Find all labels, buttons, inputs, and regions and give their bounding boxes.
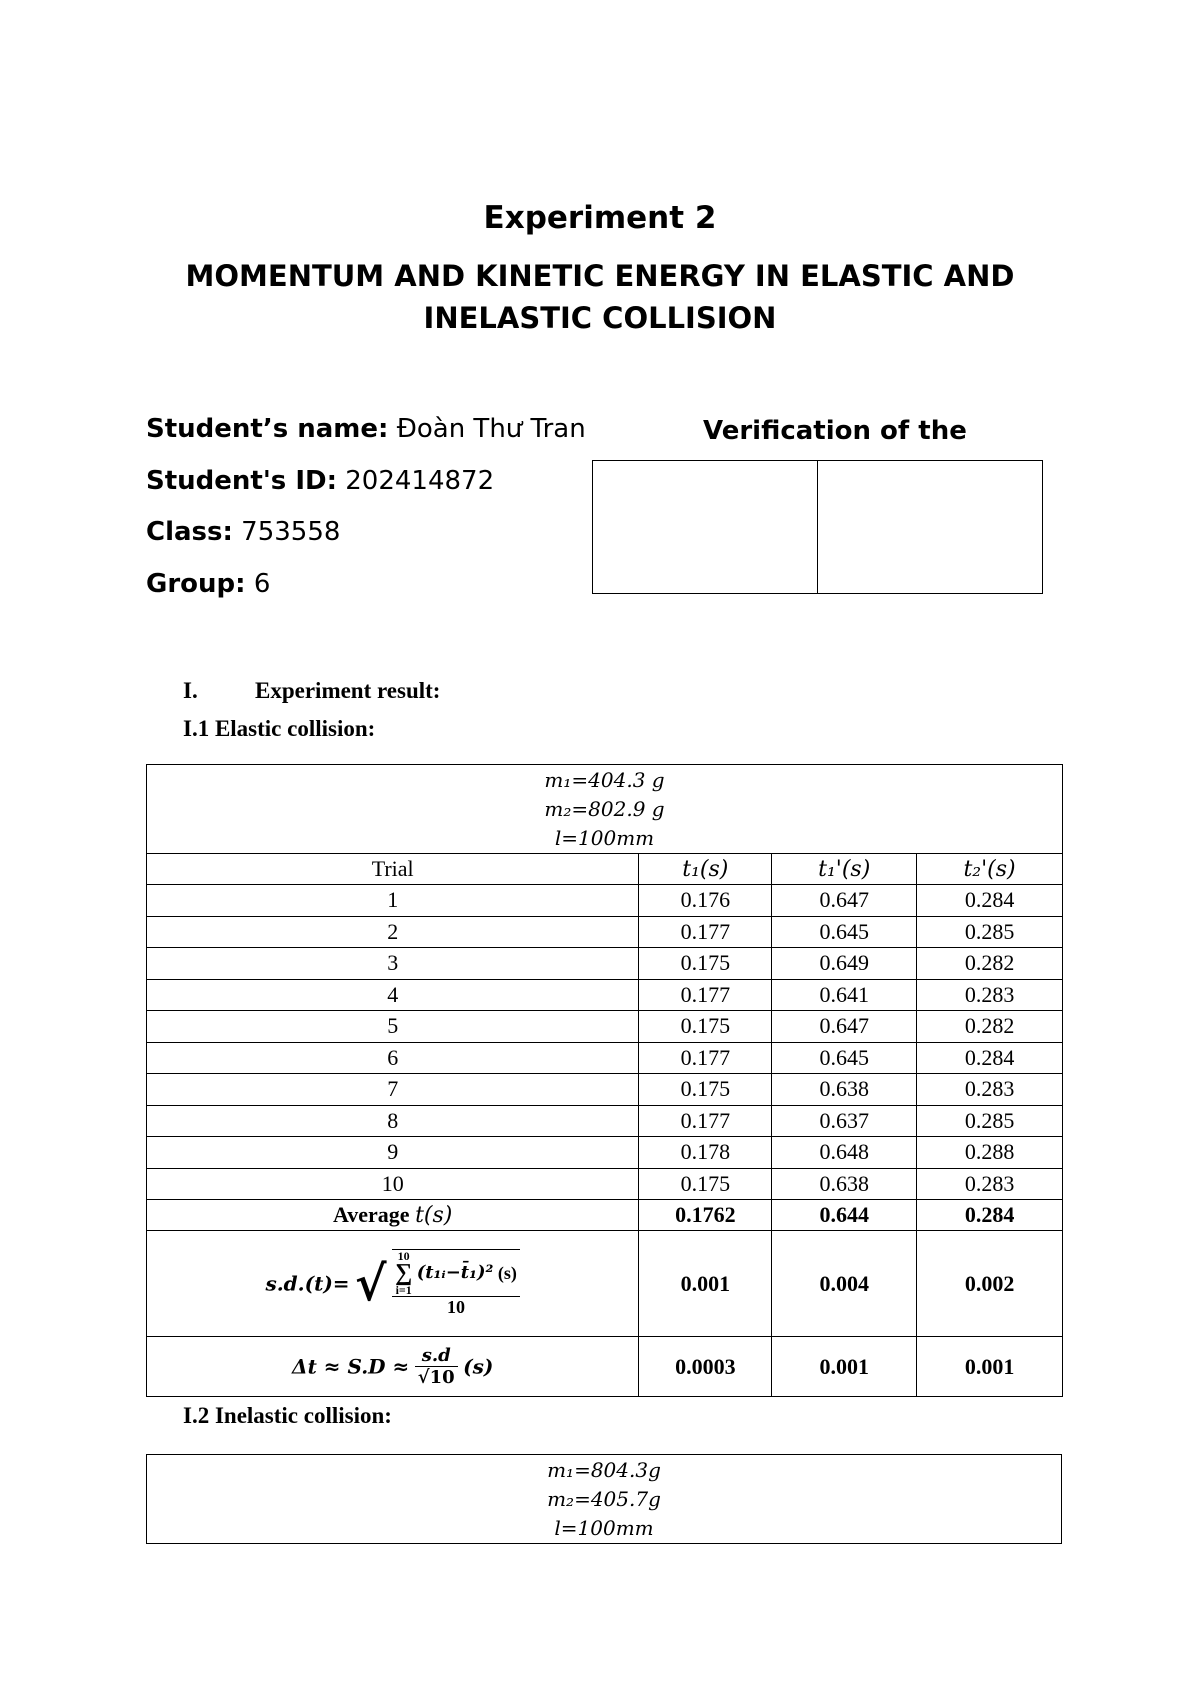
class-value: 753558 [241, 517, 341, 547]
t1-prime-cell: 0.641 [772, 979, 917, 1011]
t2-prime-cell: 0.284 [917, 885, 1063, 917]
t1-prime-cell: 0.647 [772, 1011, 917, 1043]
inelastic-param-l: l=100mm [554, 1515, 654, 1540]
trial-cell: 8 [147, 1105, 639, 1137]
table-row [147, 885, 1063, 917]
sigma-icon: ∑ [395, 1260, 413, 1286]
delta-numerator: s.d [415, 1345, 458, 1367]
t1-prime-cell: 0.638 [772, 1074, 917, 1106]
t2-prime-cell: 0.284 [917, 1042, 1063, 1074]
t1-prime-cell: 0.645 [772, 916, 917, 948]
t2-prime-cell: 0.285 [917, 1105, 1063, 1137]
col-header-t2-prime: t₂'(s) [917, 854, 1063, 885]
table-row [147, 1011, 1063, 1043]
t2-prime-cell: 0.283 [917, 1074, 1063, 1106]
elastic-param-m2: m₂=802.9 g [544, 796, 665, 821]
delta-t-row [147, 1337, 1063, 1397]
trial-cell: 3 [147, 948, 639, 980]
t1-prime-cell: 0.638 [772, 1168, 917, 1200]
inelastic-param-m2: m₂=405.7g [547, 1486, 661, 1511]
t1-prime-cell: 0.647 [772, 885, 917, 917]
trial-cell: 2 [147, 916, 639, 948]
t2-prime-cell: 0.282 [917, 1011, 1063, 1043]
t2-prime-cell: 0.285 [917, 916, 1063, 948]
student-id-value: 202414872 [345, 466, 495, 496]
delta-fraction [415, 1345, 458, 1388]
document-title: MOMENTUM AND KINETIC ENERGY IN ELASTIC AND INELASTIC COLLISION [185, 259, 1015, 335]
sum-term: (t₁ᵢ−t̄₁)² [416, 1262, 494, 1283]
verification-cell-left [593, 461, 817, 593]
delta-formula-cell [147, 1337, 639, 1397]
elastic-params-cell [147, 765, 1063, 854]
t1-cell: 0.178 [639, 1137, 772, 1169]
table-row [147, 1074, 1063, 1106]
t2-prime-cell: 0.283 [917, 1168, 1063, 1200]
class-line [146, 517, 340, 547]
t1-cell: 0.177 [639, 979, 772, 1011]
section-1-number: I. [183, 678, 198, 703]
t2-prime-cell: 0.288 [917, 1137, 1063, 1169]
group-value: 6 [253, 569, 271, 599]
verification-title: Verification of the [703, 416, 967, 446]
delta-unit: (s) [463, 1354, 494, 1379]
trial-cell: 1 [147, 885, 639, 917]
average-row [147, 1200, 1063, 1231]
delta-t2-prime: 0.001 [917, 1337, 1063, 1397]
t2-prime-cell: 0.283 [917, 979, 1063, 1011]
elastic-collision-table [146, 764, 1063, 1397]
table-row [147, 979, 1063, 1011]
t1-cell: 0.175 [639, 1011, 772, 1043]
inelastic-params-cell [147, 1455, 1062, 1544]
col-header-trial: Trial [147, 854, 639, 885]
inelastic-param-m1: m₁=804.3g [547, 1457, 661, 1482]
group-line [146, 569, 270, 599]
standard-deviation-row [147, 1231, 1063, 1337]
trial-cell: 7 [147, 1074, 639, 1106]
trial-cell: 6 [147, 1042, 639, 1074]
average-t2-prime: 0.284 [917, 1200, 1063, 1231]
inelastic-collision-table [146, 1454, 1062, 1544]
sd-formula-cell [147, 1231, 639, 1337]
sd-fraction [392, 1249, 520, 1318]
sd-t2-prime: 0.002 [917, 1231, 1063, 1337]
t1-cell: 0.175 [639, 948, 772, 980]
t1-cell: 0.177 [639, 916, 772, 948]
trial-cell: 4 [147, 979, 639, 1011]
student-id-line [146, 466, 494, 496]
average-t1-prime: 0.644 [772, 1200, 917, 1231]
sd-denominator: 10 [447, 1297, 465, 1317]
delta-label: Δt ≈ S.D ≈ [292, 1354, 410, 1379]
delta-t1-prime: 0.001 [772, 1337, 917, 1397]
delta-denominator: √10 [417, 1367, 455, 1388]
t1-prime-cell: 0.645 [772, 1042, 917, 1074]
average-label: Average [333, 1202, 410, 1227]
t2-prime-cell: 0.282 [917, 948, 1063, 980]
t1-prime-cell: 0.648 [772, 1137, 917, 1169]
trial-cell: 9 [147, 1137, 639, 1169]
sd-t1-prime: 0.004 [772, 1231, 917, 1337]
experiment-number: Experiment 2 [483, 200, 717, 236]
elastic-param-l: l=100mm [554, 825, 655, 850]
t1-cell: 0.176 [639, 885, 772, 917]
class-label: Class: [146, 517, 233, 547]
table-row [147, 1105, 1063, 1137]
average-label-math: t(s) [415, 1203, 453, 1228]
sd-unit: (s) [497, 1263, 517, 1283]
verification-box [592, 460, 1043, 594]
t1-cell: 0.177 [639, 1042, 772, 1074]
col-header-t1: t₁(s) [639, 854, 772, 885]
t1-cell: 0.177 [639, 1105, 772, 1137]
student-name-label: Student’s name: [146, 414, 389, 444]
sum-lower-limit: i=1 [395, 1283, 412, 1297]
table-row [147, 1042, 1063, 1074]
t1-prime-cell: 0.649 [772, 948, 917, 980]
sd-t1: 0.001 [639, 1231, 772, 1337]
table-row [147, 948, 1063, 980]
col-header-t1-prime: t₁'(s) [772, 854, 917, 885]
t1-cell: 0.175 [639, 1168, 772, 1200]
average-t1: 0.1762 [639, 1200, 772, 1231]
section-1-1-title: I.1 Elastic collision: [183, 716, 376, 741]
sum-upper-limit: 10 [397, 1249, 410, 1263]
table-row [147, 916, 1063, 948]
sd-label: s.d.(t)= [265, 1271, 350, 1296]
elastic-param-m1: m₁=404.3 g [544, 767, 665, 792]
trial-cell: 5 [147, 1011, 639, 1043]
table-row [147, 1137, 1063, 1169]
trial-cell: 10 [147, 1168, 639, 1200]
section-1-2-title: I.2 Inelastic collision: [183, 1403, 392, 1428]
student-id-label: Student's ID: [146, 466, 337, 496]
average-label-cell [147, 1200, 639, 1231]
t1-prime-cell: 0.637 [772, 1105, 917, 1137]
delta-t1: 0.0003 [639, 1337, 772, 1397]
table-header-row [147, 854, 1063, 885]
student-name-value: Đoàn Thư Tran [396, 414, 586, 444]
student-name-line [146, 414, 586, 444]
sqrt-icon: √ [355, 1255, 387, 1312]
section-1-title: Experiment result: [255, 678, 441, 703]
verification-cell-right [817, 461, 1042, 593]
group-label: Group: [146, 569, 246, 599]
t1-cell: 0.175 [639, 1074, 772, 1106]
table-row [147, 1168, 1063, 1200]
